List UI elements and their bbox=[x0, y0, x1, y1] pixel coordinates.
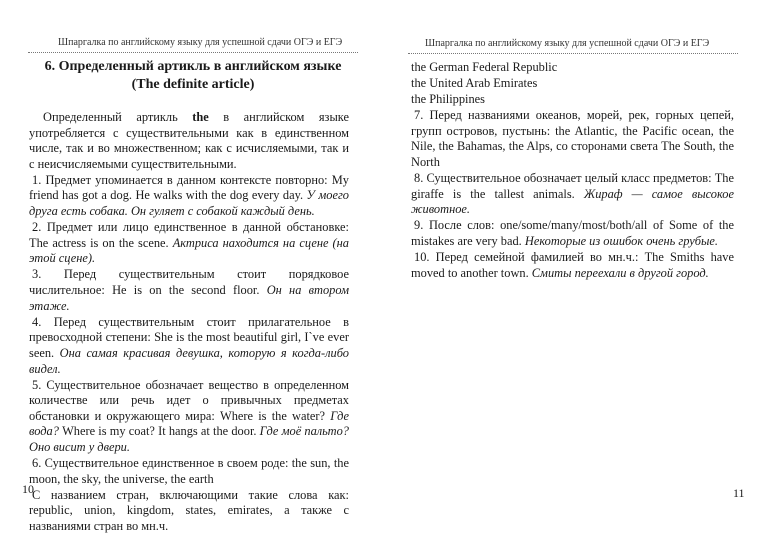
paragraph bbox=[411, 108, 734, 170]
translation-text: Где моё пальто? Оно висит у двери. bbox=[29, 424, 349, 454]
paragraph bbox=[29, 173, 349, 220]
translation-text: Она самая красивая девушка, которую я когда-либо видел. bbox=[29, 345, 349, 376]
text-run: 5. Существительное обозначает вещество в определенном количестве или речь идет о привычных предметах обстановки и окружающего мира: Where is the water? bbox=[29, 377, 349, 423]
text-run: 3. Перед существительным стоит порядковое числительное: He is on the second floor. bbox=[29, 267, 349, 298]
translation-text: Смиты переехали в другой город. bbox=[531, 265, 709, 280]
text-run: 1. Предмет упоминается в данном контексте повторно: My friend has got a dog. He walks with the dog every day. bbox=[29, 172, 349, 203]
right-page bbox=[384, 0, 768, 540]
text-run: С названием стран, включающими такие слова как: republic, union, kingdom, states, emirates, а также с названиями стран во мн.ч. bbox=[29, 487, 349, 533]
paragraph bbox=[411, 171, 734, 218]
text-run: 8. Существительное обозначает целый класс предметов: The giraffe is the tallest animals. bbox=[411, 171, 734, 201]
text-run: the Philippines bbox=[411, 92, 485, 107]
text-run: 4. Перед существительным стоит прилагательное в превосходной степени: She is the most beautiful girl, I`ve ever seen. bbox=[29, 314, 349, 360]
body-text bbox=[411, 60, 734, 282]
paragraph bbox=[29, 267, 349, 314]
paragraph bbox=[29, 378, 349, 456]
translation-text: Где вода? bbox=[29, 408, 349, 439]
paragraph bbox=[29, 315, 349, 377]
page-number: 11 bbox=[733, 486, 745, 500]
translation-text: Актриса находится на сцене (на этой сцене). bbox=[29, 235, 349, 266]
title-line: 6. Определенный артикль в английском языке bbox=[44, 59, 342, 74]
paragraph bbox=[29, 456, 349, 487]
text-run: Определенный артикль bbox=[43, 110, 193, 124]
translation-text: Некоторые из ошибок очень грубые. bbox=[524, 234, 718, 249]
title-subline: (The definite article) bbox=[131, 77, 255, 92]
translation-text: Жираф — самое высокое животное. bbox=[411, 186, 734, 217]
text-run: 9. После слов: one/some/many/most/both/all of Some of the mistakes are very bad. bbox=[411, 218, 734, 249]
translation-text: Он на втором этаже. bbox=[29, 283, 349, 313]
translation-text: У моего друга есть собака. Он гуляет с собакой каждый день. bbox=[29, 188, 349, 219]
text-run: в английском языке употребляется с существительными как в единственном числе, так и во множественном; как с исчисляемыми, так и с неисчисляемыми существительными. bbox=[29, 110, 349, 171]
text-run: Where is my coat? It hangs at the door. bbox=[58, 424, 260, 439]
paragraph bbox=[411, 60, 734, 76]
paragraph bbox=[411, 218, 734, 249]
paragraph bbox=[411, 76, 734, 92]
text-run: the United Arab Emirates bbox=[411, 76, 538, 91]
paragraph bbox=[411, 250, 734, 281]
running-head: Шпаргалка по английскому языку для успешной сдачи ОГЭ и ЕГЭ bbox=[425, 38, 710, 49]
header-divider bbox=[408, 53, 738, 54]
text-run: 2. Предмет или лицо единственное в данной обстановке: The actress is on the scene. bbox=[29, 220, 349, 250]
body-text bbox=[29, 110, 349, 535]
paragraph bbox=[29, 110, 349, 172]
header-divider bbox=[28, 52, 358, 53]
section-title bbox=[28, 58, 358, 94]
page-number: 10 bbox=[22, 482, 34, 496]
running-head: Шпаргалка по английскому языку для успешной сдачи ОГЭ и ЕГЭ bbox=[58, 37, 343, 48]
text-run: 10. Перед семейной фамилией во мн.ч.: The Smiths have moved to another town. bbox=[411, 250, 734, 280]
text-run: the German Federal Republic bbox=[411, 60, 558, 74]
paragraph bbox=[29, 220, 349, 267]
emphasis-text: the bbox=[192, 110, 209, 124]
paragraph bbox=[411, 92, 734, 108]
text-run: 6. Существительное единственное в своем роде: the sun, the moon, the sky, the universe, the earth bbox=[29, 456, 349, 486]
text-run: 7. Перед названиями океанов, морей, рек, горных цепей, групп островов, пустынь: the Atlantic, the Pacific ocean, the Nile, the Bahamas, the Alps, со сторонами света The South, the North bbox=[411, 108, 734, 170]
paragraph bbox=[29, 488, 349, 535]
